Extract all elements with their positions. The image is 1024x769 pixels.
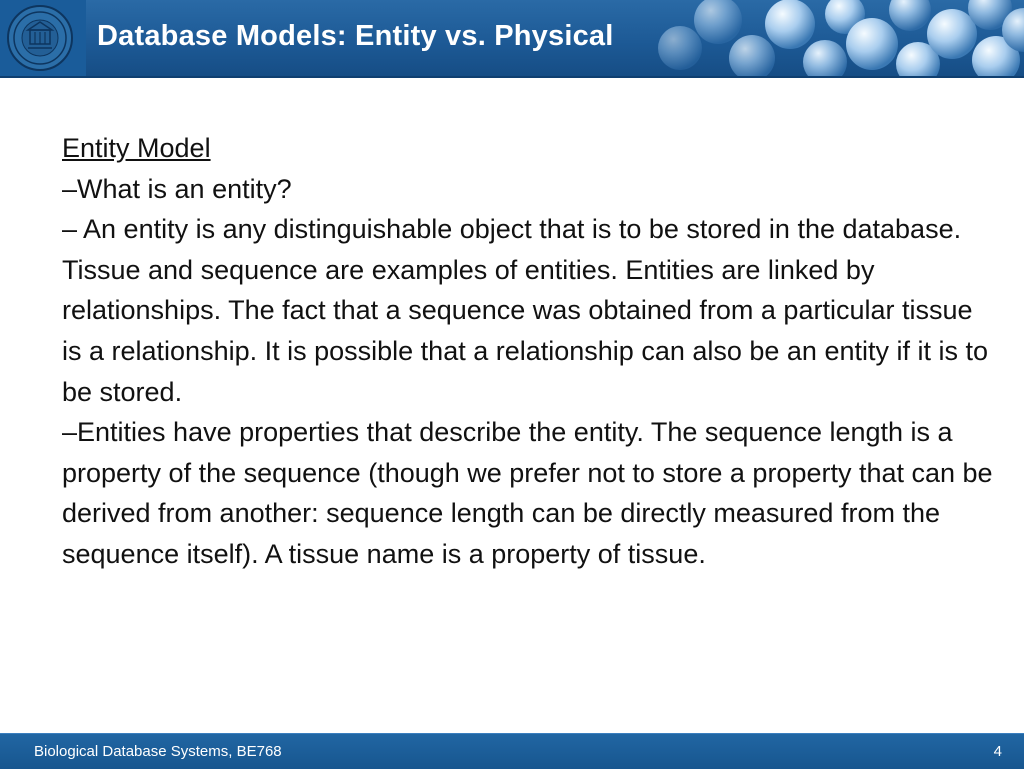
slide-footer [0,733,1024,769]
university-seal-icon [6,4,74,72]
slide-body [62,128,997,575]
body-paragraph: –What is an entity? [62,173,292,204]
slide-number: 4 [993,743,1002,760]
slide-title: Database Models: Entity vs. Physical [97,20,614,52]
logo-area [0,0,86,76]
slide-header [0,0,1024,78]
footer-course-name: Biological Database Systems, BE768 [34,743,282,760]
section-heading: Entity Model [62,133,211,163]
body-paragraph: – An entity is any distinguishable object that is to be stored in the database. Tissue and sequence are examples of entities. Entities are linked by relationships. The fact that a sequence was obtained from a particular tissue is a relationship. It is possible that a relationship can also be an entity if it is to be stored. [62,214,989,407]
molecule-spheres-icon [640,0,1024,76]
body-paragraph: –Entities have properties that describe the entity. The sequence length is a property of the sequence (though we prefer not to store a property that can be derived from another: sequence length can be directly measured from the sequence itself). A tissue name is a property of tissue. [62,417,993,569]
